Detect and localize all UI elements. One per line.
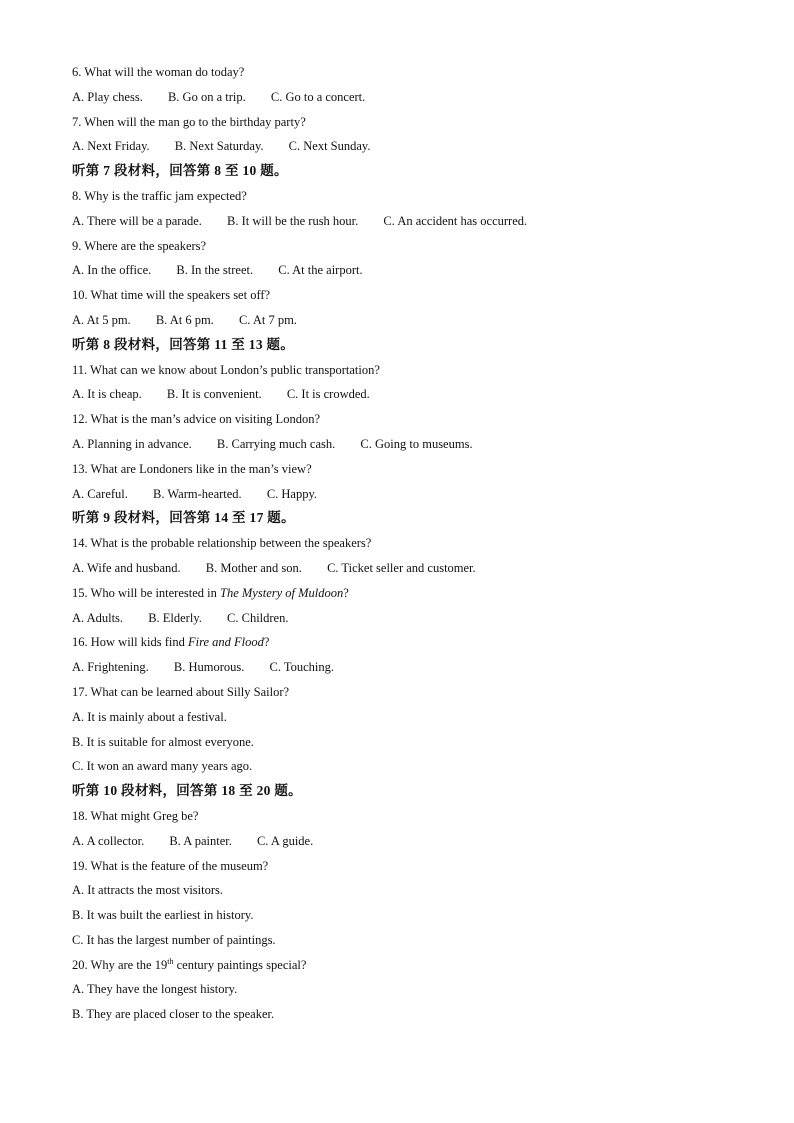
question-12: 12. What is the man’s advice on visiting London? [72,412,320,427]
option-c: C. An accident has occurred. [383,213,528,228]
options-14 [72,556,722,581]
options-15 [72,606,722,631]
option-c: C. Children. [227,610,289,625]
option-c: C. At 7 pm. [238,312,297,327]
option-c: C. It won an award many years ago. [72,759,253,774]
options-10 [72,308,722,333]
options-8 [72,209,722,234]
option-b: B. Next Saturday. [174,139,264,154]
options-13 [72,482,722,507]
section-heading-9: 听第 9 段材料，回答第 14 至 17 题。 [72,510,295,526]
option-b: B. Go on a trip. [167,89,246,104]
question-19: 19. What is the feature of the museum? [72,858,269,873]
option-a: A. They have the longest history. [72,982,238,997]
options-18 [72,829,722,854]
option-c: C. Touching. [269,660,335,675]
question-9: 9. Where are the speakers? [72,238,207,253]
option-b: B. It was built the earliest in history. [72,908,254,923]
question-7: 7. When will the man go to the birthday party? [72,114,306,129]
option-b: B. Carrying much cash. [216,436,336,451]
option-a: A. Frightening. [72,660,149,675]
option-c: C. Ticket seller and customer. [327,560,476,575]
option-b: B. They are placed closer to the speaker. [72,1007,275,1022]
option-b: B. A painter. [169,833,232,848]
question-16 [72,630,722,655]
option-c: C. Happy. [266,486,318,501]
option-a: A. At 5 pm. [72,312,131,327]
question-text-rest: century paintings special? [173,957,307,972]
question-13: 13. What are Londoners like in the man’s view? [72,461,312,476]
options-11 [72,382,722,407]
section-heading-8: 听第 8 段材料，回答第 11 至 13 题。 [72,336,295,352]
option-b: B. In the street. [176,263,254,278]
option-c: C. Going to museums. [360,436,473,451]
option-c: C. At the airport. [278,263,363,278]
book-title: Fire and Flood [187,635,264,650]
options-9 [72,258,722,283]
option-a: A. In the office. [72,263,152,278]
option-a: A. Next Friday. [72,139,150,154]
question-6: 6. What will the woman do today? [72,65,245,79]
question-18: 18. What might Greg be? [72,808,199,823]
question-15 [72,581,722,606]
section-heading-7: 听第 7 段材料，回答第 8 至 10 题。 [72,163,288,179]
option-b: B. At 6 pm. [155,312,214,327]
option-a: A. A collector. [72,833,145,848]
options-12 [72,432,722,457]
option-c: C. Next Sunday. [288,139,371,154]
options-6 [72,85,722,110]
option-b: B. It is suitable for almost everyone. [72,734,254,749]
option-b: B. Humorous. [173,660,245,675]
ordinal-suffix: th [167,956,174,966]
question-17: 17. What can be learned about Silly Sailor? [72,684,290,699]
option-b: B. It will be the rush hour. [227,213,359,228]
option-b: B. Mother and son. [205,560,302,575]
options-7 [72,134,722,159]
question-text: 16. How will kids find [72,635,188,650]
option-c: C. It is crowded. [286,387,370,402]
option-b: B. It is convenient. [166,387,262,402]
option-c: C. It has the largest number of paintings. [72,932,276,947]
option-a: A. Adults. [72,610,124,625]
option-b: B. Elderly. [148,610,202,625]
option-a: A. It is mainly about a festival. [72,709,227,724]
option-a: A. It is cheap. [72,387,142,402]
option-a: A. Play chess. [72,89,143,104]
option-c: C. Go to a concert. [270,89,366,104]
options-16 [72,655,722,680]
exam-page [72,60,722,1027]
book-title: The Mystery of Muldoon [220,585,344,600]
option-a: A. Careful. [72,486,128,501]
question-8: 8. Why is the traffic jam expected? [72,188,247,203]
option-a: A. It attracts the most visitors. [72,883,224,898]
option-c: C. A guide. [256,833,314,848]
question-11: 11. What can we know about London’s public transportation? [72,362,380,377]
question-20 [72,953,722,978]
question-10: 10. What time will the speakers set off? [72,288,271,303]
section-heading-10: 听第 10 段材料，回答第 18 至 20 题。 [72,783,302,799]
option-a: A. Planning in advance. [72,436,192,451]
question-14: 14. What is the probable relationship between the speakers? [72,536,372,551]
question-text: 15. Who will be interested in [72,585,221,600]
question-mark: ? [343,585,349,600]
option-a: A. Wife and husband. [72,560,181,575]
question-text: 20. Why are the 19 [72,957,168,972]
option-b: B. Warm-hearted. [153,486,242,501]
question-mark: ? [263,635,270,650]
option-a: A. There will be a parade. [72,213,202,228]
